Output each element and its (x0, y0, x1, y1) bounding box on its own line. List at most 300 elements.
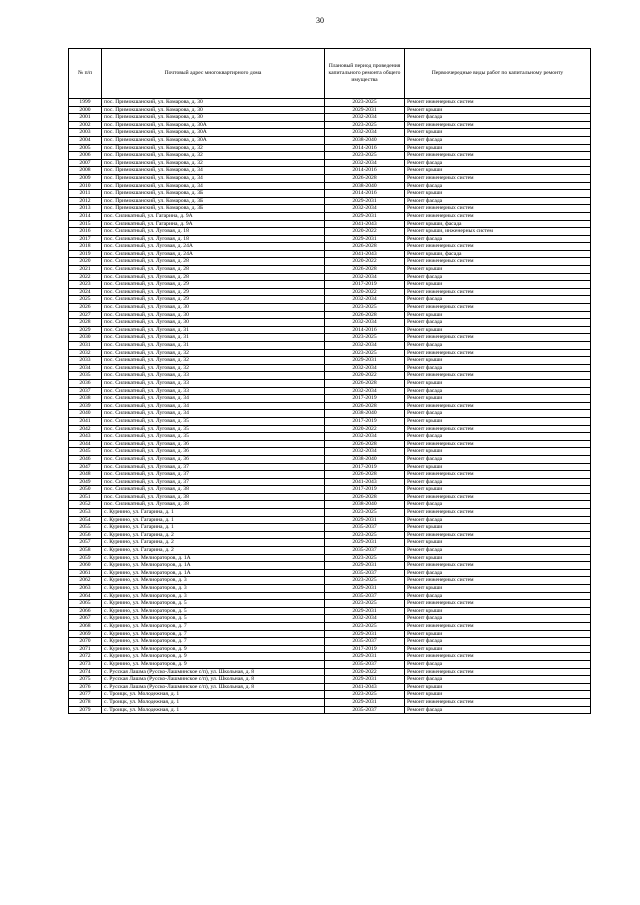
row-address: с. Курнино, ул. Гагарина, д. 2 (102, 547, 325, 555)
table-row (69, 645, 591, 653)
row-period: 2014-2016 (325, 144, 405, 152)
row-number: 2056 (69, 531, 102, 539)
row-period: 2041-2043 (325, 478, 405, 486)
table-row (69, 471, 591, 479)
row-period: 2029-2031 (325, 607, 405, 615)
row-number: 2003 (69, 129, 102, 137)
table-row (69, 607, 591, 615)
row-address: пос. Примокшанский, ул. Комарова, д. 30 (102, 114, 325, 122)
row-address: с. Курнино, ул. Мелиораторов, д. 1А (102, 554, 325, 562)
row-works: Ремонт крыши (405, 683, 591, 691)
row-address: пос. Силикатный, ул. Луговая, д. 28 (102, 258, 325, 266)
row-number: 2029 (69, 326, 102, 334)
row-period: 2035-2037 (325, 592, 405, 600)
table-row (69, 167, 591, 175)
row-address: с. Курнино, ул. Мелиораторов, д. 1А (102, 569, 325, 577)
row-period: 2020-2022 (325, 425, 405, 433)
row-address: с. Курнино, ул. Мелиораторов, д. 7 (102, 630, 325, 638)
row-works: Ремонт фасада (405, 342, 591, 350)
row-period: 2023-2025 (325, 304, 405, 312)
row-number: 2039 (69, 402, 102, 410)
row-address: пос. Примокшанский, ул. Комарова, д. 30 (102, 99, 325, 107)
row-period: 2032-2034 (325, 114, 405, 122)
row-works: Ремонт инженерных систем (405, 402, 591, 410)
table-row (69, 615, 591, 623)
row-number: 2046 (69, 455, 102, 463)
row-works: Ремонт инженерных систем (405, 334, 591, 342)
row-works: Ремонт инженерных систем (405, 562, 591, 570)
row-address: пос. Силикатный, ул. Луговая, д. 35 (102, 425, 325, 433)
row-period: 2029-2031 (325, 197, 405, 205)
header-row (69, 49, 591, 99)
row-number: 2076 (69, 683, 102, 691)
row-number: 2024 (69, 288, 102, 296)
row-period: 2020-2022 (325, 668, 405, 676)
row-address: с. Троицк, ул. Молодежная, д. 1 (102, 706, 325, 714)
row-period: 2017-2019 (325, 417, 405, 425)
row-works: Ремонт фасада (405, 547, 591, 555)
row-works: Ремонт крыши (405, 607, 591, 615)
row-period: 2026-2028 (325, 440, 405, 448)
row-works: Ремонт крыши (405, 106, 591, 114)
row-works: Ремонт фасада (405, 660, 591, 668)
row-number: 2028 (69, 319, 102, 327)
table-row (69, 554, 591, 562)
row-period: 2023-2025 (325, 152, 405, 160)
row-period: 2017-2019 (325, 645, 405, 653)
table-row (69, 99, 591, 107)
table-row (69, 114, 591, 122)
table-row (69, 349, 591, 357)
row-works: Ремонт крыши (405, 395, 591, 403)
table-row (69, 638, 591, 646)
row-number: 2030 (69, 334, 102, 342)
row-number: 2062 (69, 577, 102, 585)
row-number: 2020 (69, 258, 102, 266)
row-works: Ремонт инженерных систем (405, 577, 591, 585)
row-number: 2025 (69, 296, 102, 304)
table-row (69, 326, 591, 334)
row-address: пос. Силикатный, ул. Луговая, д. 32 (102, 364, 325, 372)
table-row (69, 311, 591, 319)
header-period: Плановый период проведения капитального ремонта общего имущества (325, 49, 405, 99)
row-period: 2035-2037 (325, 638, 405, 646)
row-period: 2020-2022 (325, 258, 405, 266)
table-row (69, 493, 591, 501)
table-row (69, 220, 591, 228)
row-number: 2010 (69, 182, 102, 190)
row-works: Ремонт инженерных систем (405, 349, 591, 357)
row-works: Ремонт крыши (405, 311, 591, 319)
row-number: 2073 (69, 660, 102, 668)
row-number: 2035 (69, 372, 102, 380)
row-address: пос. Силикатный, ул. Луговая, д. 37 (102, 478, 325, 486)
row-number: 2041 (69, 417, 102, 425)
row-works: Ремонт крыши (405, 691, 591, 699)
row-number: 2013 (69, 205, 102, 213)
row-address: пос. Примокшанский, ул. Комарова, д. 34 (102, 182, 325, 190)
row-number: 2022 (69, 273, 102, 281)
row-period: 2032-2034 (325, 273, 405, 281)
row-number: 2026 (69, 304, 102, 312)
table-row (69, 364, 591, 372)
row-works: Ремонт инженерных систем (405, 152, 591, 160)
header-address: Почтовый адрес многоквартирного дома (102, 49, 325, 99)
row-number: 2005 (69, 144, 102, 152)
row-address: с. Троицк, ул. Молодежная, д. 1 (102, 698, 325, 706)
row-number: 2051 (69, 493, 102, 501)
row-number: 2048 (69, 471, 102, 479)
row-number: 2066 (69, 607, 102, 615)
row-works: Ремонт фасада (405, 114, 591, 122)
row-address: пос. Силикатный, ул. Луговая, д. 31 (102, 342, 325, 350)
row-address: пос. Силикатный, ул. Луговая, д. 33 (102, 372, 325, 380)
row-period: 2029-2031 (325, 653, 405, 661)
row-address: пос. Примокшанский, ул. Комарова, д. 30 (102, 106, 325, 114)
row-address: пос. Силикатный, ул. Луговая, д. 37 (102, 471, 325, 479)
table-row (69, 440, 591, 448)
row-number: 2019 (69, 250, 102, 258)
row-period: 2017-2019 (325, 395, 405, 403)
row-works: Ремонт крыши, инженерных систем (405, 228, 591, 236)
row-works: Ремонт крыши (405, 417, 591, 425)
row-works: Ремонт инженерных систем (405, 205, 591, 213)
table-row (69, 121, 591, 129)
table-row (69, 174, 591, 182)
row-address: с. Курнино, ул. Мелиораторов, д. 3 (102, 585, 325, 593)
row-works: Ремонт инженерных систем (405, 212, 591, 220)
row-number: 2055 (69, 524, 102, 532)
row-works: Ремонт крыши (405, 630, 591, 638)
row-address: с. Курнино, ул. Мелиораторов, д. 7 (102, 622, 325, 630)
row-number: 2042 (69, 425, 102, 433)
row-address: пос. Силикатный, ул. Луговая, д. 29 (102, 281, 325, 289)
row-works: Ремонт инженерных систем (405, 258, 591, 266)
row-address: пос. Силикатный, ул. Луговая, д. 31 (102, 326, 325, 334)
row-number: 2068 (69, 622, 102, 630)
row-works: Ремонт крыши (405, 463, 591, 471)
row-works: Ремонт фасада (405, 516, 591, 524)
row-works: Ремонт инженерных систем (405, 531, 591, 539)
row-number: 2064 (69, 592, 102, 600)
row-works: Ремонт фасада (405, 364, 591, 372)
table-row (69, 402, 591, 410)
row-period: 2020-2022 (325, 228, 405, 236)
row-address: с. Курнино, ул. Мелиораторов, д. 3 (102, 592, 325, 600)
row-period: 2026-2028 (325, 402, 405, 410)
table-row (69, 304, 591, 312)
row-period: 2029-2031 (325, 357, 405, 365)
table-body (69, 99, 591, 714)
row-number: 2034 (69, 364, 102, 372)
row-address: с. Курнино, ул. Мелиораторов, д. 5 (102, 615, 325, 623)
row-number: 2001 (69, 114, 102, 122)
row-number: 2077 (69, 691, 102, 699)
row-address: пос. Силикатный, ул. Луговая, д. 28 (102, 266, 325, 274)
row-address: пос. Силикатный, ул. Луговая, д. 29 (102, 296, 325, 304)
table-row (69, 486, 591, 494)
row-address: пос. Примокшанский, ул. Комарова, д. 32 (102, 159, 325, 167)
row-address: с. Курнино, ул. Мелиораторов, д. 9 (102, 645, 325, 653)
row-number: 2067 (69, 615, 102, 623)
table-header (69, 49, 591, 99)
row-period: 2020-2022 (325, 372, 405, 380)
row-number: 2074 (69, 668, 102, 676)
row-number: 2045 (69, 448, 102, 456)
row-works: Ремонт инженерных систем (405, 304, 591, 312)
table-row (69, 410, 591, 418)
row-address: пос. Силикатный, ул. Луговая, д. 29 (102, 288, 325, 296)
row-period: 2032-2034 (325, 448, 405, 456)
row-works: Ремонт фасада (405, 410, 591, 418)
row-address: пос. Силикатный, ул. Луговая, д. 35 (102, 417, 325, 425)
row-address: пос. Примокшанский, ул. Комарова, д. 3Б (102, 190, 325, 198)
row-works: Ремонт инженерных систем (405, 493, 591, 501)
row-number: 2044 (69, 440, 102, 448)
row-number: 2031 (69, 342, 102, 350)
row-works: Ремонт фасада (405, 455, 591, 463)
row-address: с. Курнино, ул. Гагарина, д. 2 (102, 539, 325, 547)
table-row (69, 212, 591, 220)
table-row (69, 379, 591, 387)
row-number: 2052 (69, 501, 102, 509)
header-works: Первоочередные виды работ по капитальному ремонту (405, 49, 591, 99)
row-number: 2012 (69, 197, 102, 205)
row-works: Ремонт инженерных систем (405, 622, 591, 630)
row-number: 2060 (69, 562, 102, 570)
row-period: 2032-2034 (325, 433, 405, 441)
table-row (69, 448, 591, 456)
row-address: с. Курнино, ул. Гагарина, д. 2 (102, 531, 325, 539)
row-number: 2069 (69, 630, 102, 638)
table-row (69, 516, 591, 524)
table-row (69, 129, 591, 137)
row-works: Ремонт фасада (405, 273, 591, 281)
row-works: Ремонт инженерных систем (405, 288, 591, 296)
table-row (69, 698, 591, 706)
row-period: 2023-2025 (325, 577, 405, 585)
row-period: 2026-2028 (325, 266, 405, 274)
row-period: 2017-2019 (325, 281, 405, 289)
row-number: 1999 (69, 99, 102, 107)
row-number: 2011 (69, 190, 102, 198)
row-number: 2027 (69, 311, 102, 319)
row-address: с. Курнино, ул. Гагарина, д. 1 (102, 524, 325, 532)
row-works: Ремонт инженерных систем (405, 653, 591, 661)
row-period: 2023-2025 (325, 691, 405, 699)
table-row (69, 547, 591, 555)
row-period: 2032-2034 (325, 615, 405, 623)
row-address: с. Русская Лашма (Русско-Лашминское с/п), ул. Школьная, д. 8 (102, 683, 325, 691)
row-works: Ремонт крыши (405, 539, 591, 547)
table-row (69, 190, 591, 198)
row-period: 2029-2031 (325, 630, 405, 638)
row-period: 2026-2028 (325, 471, 405, 479)
row-period: 2026-2028 (325, 493, 405, 501)
row-address: с. Русская Лашма (Русско-Лашминское с/п), ул. Школьная, д. 8 (102, 676, 325, 684)
row-number: 2078 (69, 698, 102, 706)
row-works: Ремонт крыши (405, 379, 591, 387)
row-number: 2021 (69, 266, 102, 274)
row-number: 2063 (69, 585, 102, 593)
row-address: с. Курнино, ул. Мелиораторов, д. 5 (102, 600, 325, 608)
row-works: Ремонт фасада (405, 197, 591, 205)
table-row (69, 288, 591, 296)
row-works: Ремонт фасада (405, 592, 591, 600)
table-row (69, 691, 591, 699)
row-period: 2035-2037 (325, 569, 405, 577)
row-works: Ремонт инженерных систем (405, 440, 591, 448)
row-period: 2032-2034 (325, 205, 405, 213)
row-number: 2033 (69, 357, 102, 365)
table-row (69, 342, 591, 350)
row-period: 2023-2025 (325, 531, 405, 539)
row-number: 2037 (69, 387, 102, 395)
table-row (69, 395, 591, 403)
row-works: Ремонт инженерных систем (405, 174, 591, 182)
row-works: Ремонт крыши (405, 266, 591, 274)
row-works: Ремонт инженерных систем (405, 121, 591, 129)
row-number: 2032 (69, 349, 102, 357)
table-row (69, 531, 591, 539)
row-address: пос. Силикатный, ул. Луговая, д. 33 (102, 379, 325, 387)
row-period: 2035-2037 (325, 524, 405, 532)
row-number: 2008 (69, 167, 102, 175)
row-period: 2041-2043 (325, 683, 405, 691)
row-address: пос. Примокшанский, ул. Комарова, д. 32 (102, 152, 325, 160)
row-period: 2014-2016 (325, 326, 405, 334)
row-works: Ремонт фасада (405, 638, 591, 646)
row-address: пос. Примокшанский, ул. Комарова, д. 3Б (102, 197, 325, 205)
row-address: с. Курнино, ул. Мелиораторов, д. 9 (102, 660, 325, 668)
table-row (69, 455, 591, 463)
row-number: 2016 (69, 228, 102, 236)
row-period: 2017-2019 (325, 463, 405, 471)
row-works: Ремонт крыши (405, 554, 591, 562)
table-row (69, 585, 591, 593)
row-address: пос. Силикатный, ул. Луговая, д. 38 (102, 501, 325, 509)
repair-schedule-table (68, 48, 591, 714)
header-number: № п/п (69, 49, 102, 99)
table-row (69, 258, 591, 266)
row-number: 2057 (69, 539, 102, 547)
table-row (69, 668, 591, 676)
table-row (69, 539, 591, 547)
row-number: 2079 (69, 706, 102, 714)
row-works: Ремонт крыши (405, 190, 591, 198)
row-works: Ремонт крыши (405, 524, 591, 532)
table-row (69, 144, 591, 152)
row-address: пос. Примокшанский, ул. Комарова, д. 30А (102, 129, 325, 137)
row-period: 2035-2037 (325, 547, 405, 555)
row-period: 2032-2034 (325, 364, 405, 372)
row-period: 2023-2025 (325, 334, 405, 342)
row-number: 2049 (69, 478, 102, 486)
table-row (69, 281, 591, 289)
row-period: 2038-2040 (325, 410, 405, 418)
row-works: Ремонт крыши (405, 357, 591, 365)
row-address: пос. Силикатный, ул. Луговая, д. 18 (102, 228, 325, 236)
row-address: с. Курнино, ул. Мелиораторов, д. 3 (102, 577, 325, 585)
row-works: Ремонт инженерных систем (405, 698, 591, 706)
row-period: 2020-2022 (325, 288, 405, 296)
row-number: 2002 (69, 121, 102, 129)
row-period: 2038-2040 (325, 501, 405, 509)
table-row (69, 250, 591, 258)
table-row (69, 501, 591, 509)
table-row (69, 372, 591, 380)
row-number: 2040 (69, 410, 102, 418)
table-row (69, 592, 591, 600)
table-row (69, 296, 591, 304)
table-row (69, 136, 591, 144)
row-period: 2029-2031 (325, 539, 405, 547)
row-address: с. Русская Лашма (Русско-Лашминское с/п), ул. Школьная, д. 8 (102, 668, 325, 676)
row-works: Ремонт крыши (405, 448, 591, 456)
row-period: 2029-2031 (325, 212, 405, 220)
table-row (69, 152, 591, 160)
row-period: 2038-2040 (325, 182, 405, 190)
table-row (69, 524, 591, 532)
table-row (69, 159, 591, 167)
row-period: 2041-2043 (325, 250, 405, 258)
row-works: Ремонт фасада (405, 501, 591, 509)
row-period: 2029-2031 (325, 676, 405, 684)
row-period: 2029-2031 (325, 585, 405, 593)
row-works: Ремонт инженерных систем (405, 600, 591, 608)
row-number: 2006 (69, 152, 102, 160)
row-works: Ремонт крыши (405, 486, 591, 494)
row-address: пос. Примокшанский, ул. Комарова, д. 34 (102, 167, 325, 175)
row-address: с. Курнино, ул. Мелиораторов, д. 9 (102, 653, 325, 661)
row-number: 2059 (69, 554, 102, 562)
row-period: 2023-2025 (325, 349, 405, 357)
table-row (69, 569, 591, 577)
table-row (69, 622, 591, 630)
row-period: 2026-2028 (325, 311, 405, 319)
row-works: Ремонт фасада (405, 706, 591, 714)
row-address: пос. Силикатный, ул. Луговая, д. 34 (102, 402, 325, 410)
row-works: Ремонт фасада (405, 433, 591, 441)
row-number: 2072 (69, 653, 102, 661)
row-period: 2032-2034 (325, 387, 405, 395)
row-number: 2004 (69, 136, 102, 144)
row-number: 2007 (69, 159, 102, 167)
row-works: Ремонт инженерных систем (405, 99, 591, 107)
row-works: Ремонт крыши (405, 585, 591, 593)
row-period: 2032-2034 (325, 296, 405, 304)
row-period: 2026-2028 (325, 174, 405, 182)
row-number: 2065 (69, 600, 102, 608)
row-number: 2038 (69, 395, 102, 403)
row-address: пос. Примокшанский, ул. Комарова, д. 3Б (102, 205, 325, 213)
row-address: с. Троицк, ул. Молодежная, д. 1 (102, 691, 325, 699)
row-period: 2032-2034 (325, 159, 405, 167)
row-period: 2029-2031 (325, 562, 405, 570)
row-number: 2053 (69, 509, 102, 517)
row-number: 2047 (69, 463, 102, 471)
row-works: Ремонт инженерных систем (405, 243, 591, 251)
row-address: пос. Силикатный, ул. Луговая, д. 30 (102, 311, 325, 319)
table-row (69, 433, 591, 441)
row-period: 2014-2016 (325, 190, 405, 198)
row-period: 2029-2031 (325, 516, 405, 524)
table-row (69, 205, 591, 213)
row-number: 2000 (69, 106, 102, 114)
row-address: пос. Силикатный, ул. Луговая, д. 24А (102, 250, 325, 258)
page-number: 30 (316, 16, 324, 25)
row-address: с. Курнино, ул. Мелиораторов, д. 5 (102, 607, 325, 615)
